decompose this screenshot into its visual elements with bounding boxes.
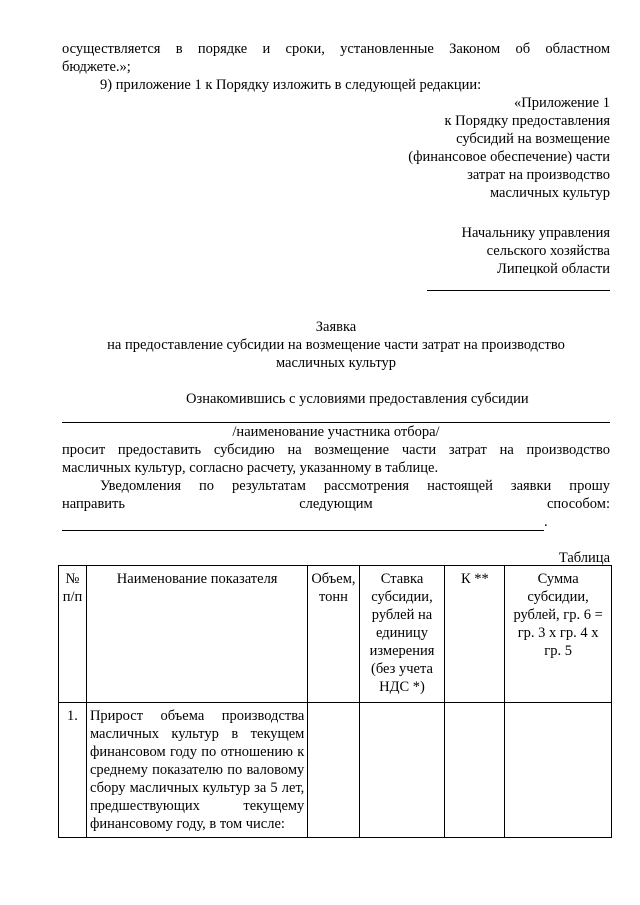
appendix-heading-line: «Приложение 1 xyxy=(514,95,610,111)
participant-caption: /наименование участника отбора/ xyxy=(232,424,440,440)
appendix-heading-line: затрат на производство xyxy=(467,167,610,183)
addressee-line: Начальнику управления xyxy=(461,225,610,241)
header-volume: Объем, тонн xyxy=(308,566,359,703)
subsidy-table xyxy=(58,565,612,838)
notify-line-1: Уведомления по результатам рассмотрения настоящей заявки прошу xyxy=(100,478,610,494)
point-9: 9) приложение 1 к Порядку изложить в следующей редакции: xyxy=(100,77,482,93)
row-sum[interactable] xyxy=(505,703,612,838)
intro-line-2: бюджете.»; xyxy=(62,59,131,75)
header-k: К ** xyxy=(445,566,505,703)
acquainted-text: Ознакомившись с условиями предоставления субсидии xyxy=(186,391,529,407)
row-volume[interactable] xyxy=(308,703,359,838)
participant-name-line xyxy=(62,412,610,423)
request-line-1: просит предоставить субсидию на возмещение части затрат на производство xyxy=(62,442,610,458)
appendix-heading-line: к Порядку предоставления xyxy=(444,113,610,129)
table-row xyxy=(59,703,612,838)
notify-method-period: . xyxy=(544,514,548,530)
addressee-line: Липецкой области xyxy=(497,261,610,277)
title-word: Заявка xyxy=(315,319,357,335)
intro-line-1: осуществляется в порядке и сроки, установленные Законом об областном xyxy=(62,41,610,57)
header-sum: Сумма субсидии, рублей, гр. 6 = гр. 3 x гр. 4 x гр. 5 xyxy=(505,566,612,703)
appendix-heading-line: субсидий на возмещение xyxy=(456,131,610,147)
document-page xyxy=(62,40,610,567)
notify-method-line xyxy=(62,513,610,531)
appendix-heading-line: (финансовое обеспечение) части xyxy=(408,149,610,165)
addressee-block xyxy=(62,224,610,296)
addressee-signature-line xyxy=(427,282,610,291)
appendix-heading xyxy=(62,94,610,202)
row-rate[interactable] xyxy=(359,703,445,838)
header-name: Наименование показателя xyxy=(86,566,307,703)
application-title xyxy=(62,318,610,372)
addressee-line: сельского хозяйства xyxy=(486,243,610,259)
notify-word: способом: xyxy=(546,496,610,512)
table-header-row xyxy=(59,566,612,703)
row-k[interactable] xyxy=(445,703,505,838)
appendix-heading-line: масличных культур xyxy=(489,185,610,201)
title-line-2: на предоставление субсидии на возмещение части затрат на производство xyxy=(107,337,565,353)
row-name: Прирост объема производства масличных культур в текущем финансовом году по отношению к среднему показателю по валовому сбору масличных культур за 5 лет, предшествующих текущему финансовому году, в том числе: xyxy=(86,703,307,838)
notify-word: следующим xyxy=(299,496,373,512)
row-num: 1. xyxy=(59,703,87,838)
notify-word: направить xyxy=(62,496,126,512)
title-line-3: масличных культур xyxy=(275,355,396,371)
header-rate: Ставка субсидии, рублей на единицу измерения (без учета НДС *) xyxy=(359,566,445,703)
notify-line-2 xyxy=(62,495,610,513)
request-line-2: масличных культур, согласно расчету, указанному в таблице. xyxy=(62,460,439,476)
header-num: № п/п xyxy=(59,566,87,703)
table-caption: Таблица xyxy=(558,550,610,566)
notify-method-blank xyxy=(62,516,544,531)
